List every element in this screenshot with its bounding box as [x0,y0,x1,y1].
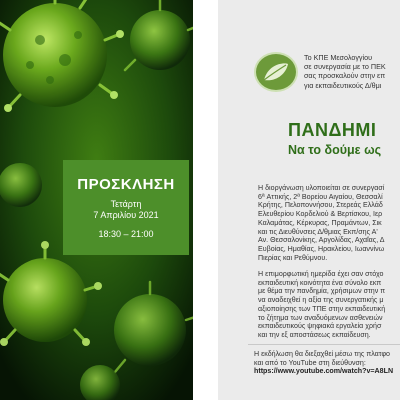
invitation-box [63,160,189,255]
paragraph-line: Ευβοίας, Ημαθίας, Ηρακλείου, Ιωαννίνω [258,244,385,253]
stream-line: και από το YouTube στη διεύθυνση: [254,358,366,367]
event-day: Τετάρτη [110,199,142,209]
organizer-line: σε συνεργασία με το ΠΕΚ [304,62,386,72]
event-date: 7 Απριλίου 2021 [93,210,159,220]
divider [248,344,400,345]
goal-paragraph [258,270,400,340]
paragraph-line: Πιερίας και Ρεθύμνου. [258,253,328,262]
organizer-text [304,53,400,90]
paragraph-line: με θέμα την πανδημία, χρήσιμων στην π [258,287,386,296]
paragraph-line: να αναδειχθεί η αξία της συνεργατικής μ [258,296,384,305]
kpe-logo [254,52,298,92]
organizer-line: σας προσκαλούν στην επ [304,71,386,81]
paragraph-line: εκπαιδευτική κοινότητα ένα σύνολο εκπ [258,278,382,287]
organizer-line: Το ΚΠΕ Μεσολογγίου [304,53,373,62]
paragraph-line: και την εξ αποστάσεως εκπαίδευση. [258,330,371,339]
paragraph-line: το ζήτημα των αναδυόμενων ασθενειών [258,313,383,322]
paragraph-line: Η επιμορφωτική ημερίδα έχει σαν στόχο [258,270,384,278]
paragraph-line: Καλαμάτας, Κέρκυρας, Πραμάντων, Σικ [258,218,382,227]
event-subtitle: Να το δούμε ως [288,143,382,157]
leaf-emblem-icon [260,58,292,86]
info-panel [218,0,400,400]
invitation-title: ΠΡΟΣΚΛΗΣΗ [77,176,175,193]
paragraph-line: Ελευθερίου Κορδελιού & Βερτίσκου, Ιερ [258,210,383,219]
paragraph-line: και τις Διευθύνσεις Δ/θμιας Εκπ/σης Α' [258,227,378,236]
youtube-link[interactable]: https://www.youtube.com/watch?v=A8LN [254,367,394,376]
paragraph-line: 6ª Αττικής, 2ª Βορείου Αιγαίου, Θεσσαλί [258,192,383,201]
paragraph-line: Η διοργάνωση υλοποιείται σε συνεργασί [258,184,385,192]
paragraph-line: Κρήτης, Πελοποννήσου, Στερεάς Ελλάδ [258,201,383,210]
paragraph-line: εκπαιδευτικούς ψηφιακά εργαλεία χρήσ [258,322,382,331]
event-title: ΠΑΝΔΗΜΙ [288,120,377,140]
stream-line: Η εκδήλωση θα διεξαχθεί μέσω της πλατφο [254,350,391,358]
collaboration-paragraph [258,184,400,262]
paragraph-line: αξιοποίησης των ΤΠΕ στην εκπαιδευτική [258,304,386,313]
event-time: 18:30 – 21:00 [98,229,154,239]
organizer-line: για εκπαιδευτικούς Δ/θμι [304,80,382,90]
stream-info [254,350,400,376]
paragraph-line: Αν. Θεσσαλονίκης, Αργολίδας, Αχαΐας, Δ [258,236,385,245]
virus-image-panel [0,0,193,400]
